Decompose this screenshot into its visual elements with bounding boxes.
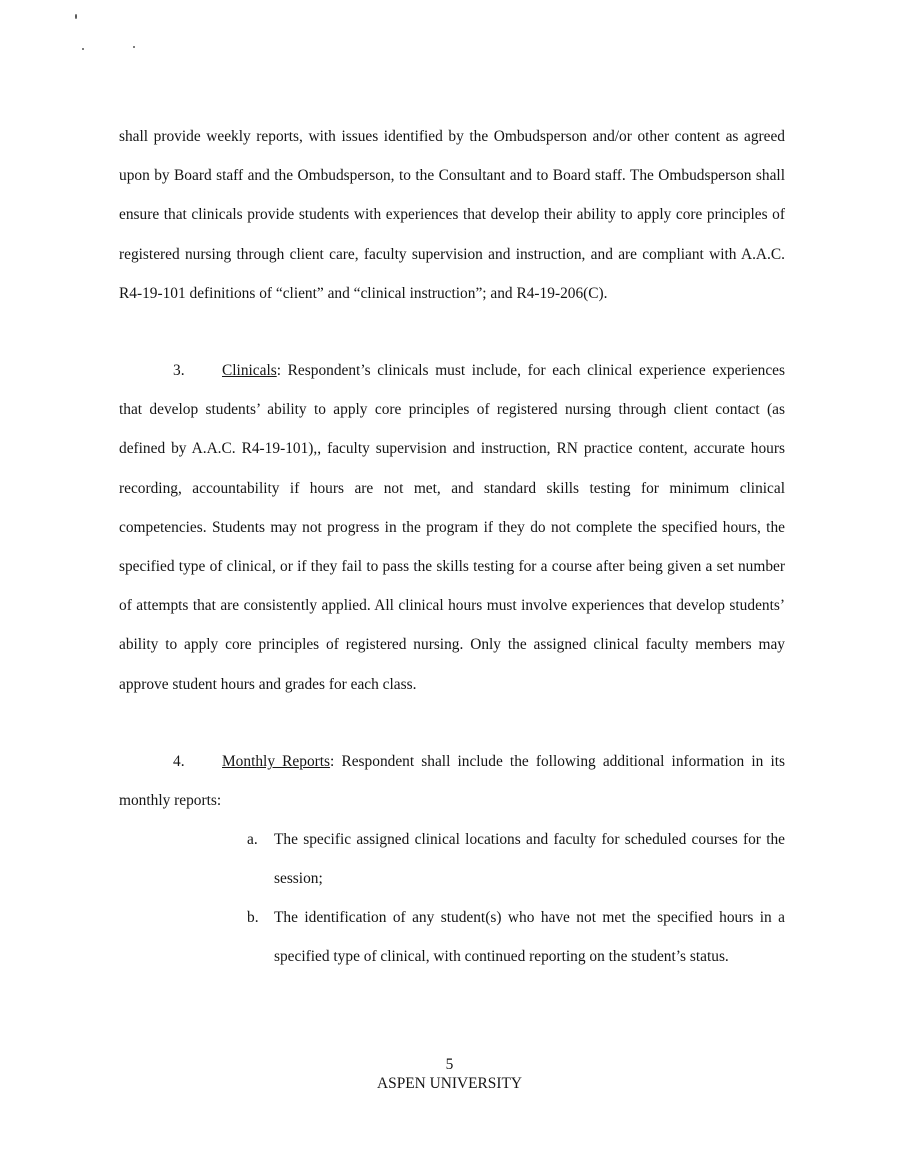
page-number: 5 [445,1056,454,1073]
section-heading: Clinicals [222,362,277,379]
section-clinicals [119,351,785,704]
scan-speck [82,48,84,50]
section-number: 4. [173,753,185,770]
list-item-letter: b. [247,909,259,926]
list-item-text: The identification of any student(s) who have not met the specified hours in a specified type of clinical, with continued reporting on the student’s status. [274,909,785,966]
section-number: 3. [173,362,185,379]
footer-entity: ASPEN UNIVERSITY [377,1075,522,1092]
section-monthly-reports [119,742,785,820]
list-item [247,898,785,976]
scan-speck [133,46,135,48]
list-item-letter: a. [247,831,258,848]
section-body: : Respondent shall include the following additional information in its monthly reports: [119,753,785,810]
list-item [247,820,785,898]
scan-speck [75,14,77,19]
list-item-text: The specific assigned clinical locations and faculty for scheduled courses for the session; [274,831,785,888]
section-body: : Respondent’s clinicals must include, for each clinical experience experiences that develop students’ ability to apply core principles of registered nursing through client contact (as defined by A.A.C. R4-19-101),, faculty supervision and instruction, RN practice content, accurate hours recording, accountability if hours are not met, and standard skills testing for minimum clinical competencies. Students may not progress in the program if they do not complete the specified hours, the specified type of clinical, or if they fail to pass the skills testing for a course after being given a set number of attempts that are consistently applied. All clinical hours must involve experiences that develop students’ ability to apply core principles of registered nursing. Only the assigned clinical faculty members may approve student hours and grades for each class. [119,362,785,693]
paragraph-continuation: shall provide weekly reports, with issues identified by the Ombudsperson and/or other content as agreed upon by Board staff and the Ombudsperson, to the Consultant and to Board staff. The Ombudsperson shall ensure that clinicals provide students with experiences that develop their ability to apply core principles of registered nursing through client care, faculty supervision and instruction, and are compliant with A.A.C. R4-19-101 definitions of “client” and “clinical instruction”; and R4-19-206(C). [119,128,785,302]
section-heading: Monthly Reports [222,753,331,770]
